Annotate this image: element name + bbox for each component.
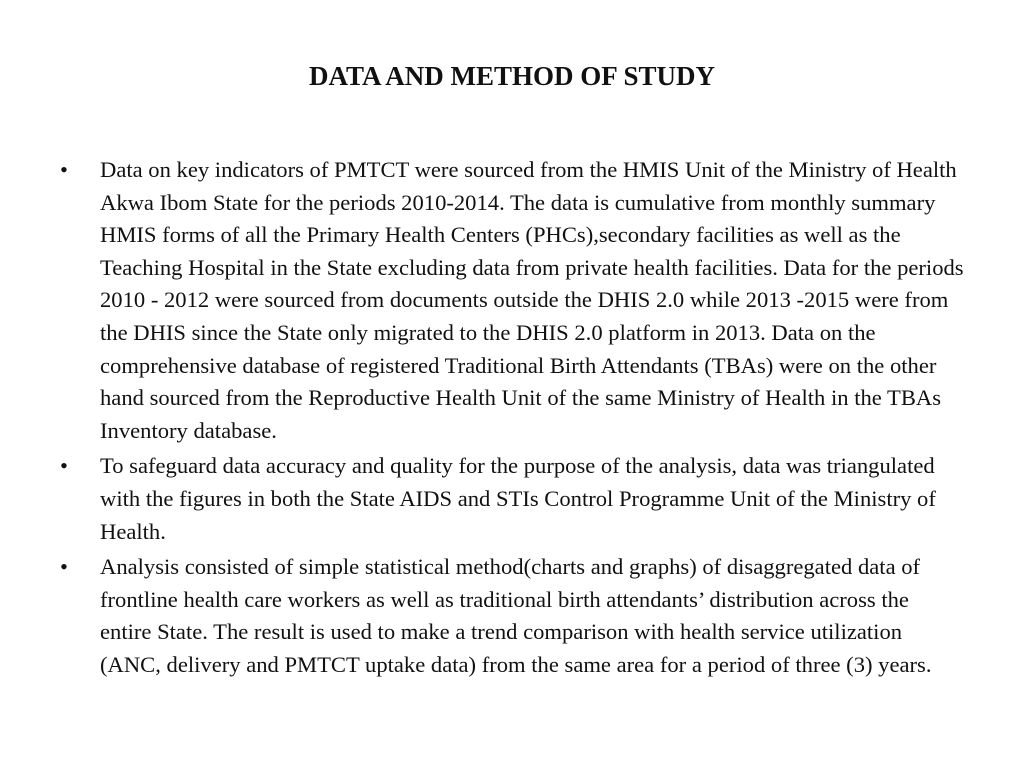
bullet-text: Data on key indicators of PMTCT were sourced from the HMIS Unit of the Ministry of Health Akwa Ibom State for the periods 2010-2014. The data is cumulative from monthly summary HMIS forms of all the Primary Health Centers (PHCs),secondary facilities as well as the Teaching Hospital in the State excluding data from private health facilities. Data for the periods 2010 - 2012 were sourced from documents outside the DHIS 2.0 while 2013 -2015 were from the DHIS since the State only migrated to the DHIS 2.0 platform in 2013. Data on the comprehensive database of registered Traditional Birth Attendants (TBAs) were on the other hand sourced from the Reproductive Health Unit of the same Ministry of Health in the TBAs Inventory database. bbox=[100, 157, 964, 443]
bullet-text: Analysis consisted of simple statistical method(charts and graphs) of disaggregated data of frontline health care workers as well as traditional birth attendants’ distribution across the entire State. The result is used to make a trend comparison with health service utilization (ANC, delivery and PMTCT uptake data) from the same area for a period of three (3) years. bbox=[100, 554, 932, 677]
bullet-item-data-accuracy bbox=[60, 450, 965, 548]
bullet-list bbox=[60, 154, 965, 685]
bullet-icon: • bbox=[60, 554, 68, 580]
bullet-text: To safeguard data accuracy and quality for the purpose of the analysis, data was triangulated with the figures in both the State AIDS and STIs Control Programme Unit of the Ministry of Health. bbox=[100, 453, 936, 544]
slide-title: DATA AND METHOD OF STUDY bbox=[308, 61, 716, 91]
bullet-item-data-sources bbox=[60, 154, 965, 447]
bullet-item-analysis bbox=[60, 551, 965, 681]
bullet-icon: • bbox=[60, 157, 68, 182]
bullet-icon: • bbox=[60, 453, 68, 479]
